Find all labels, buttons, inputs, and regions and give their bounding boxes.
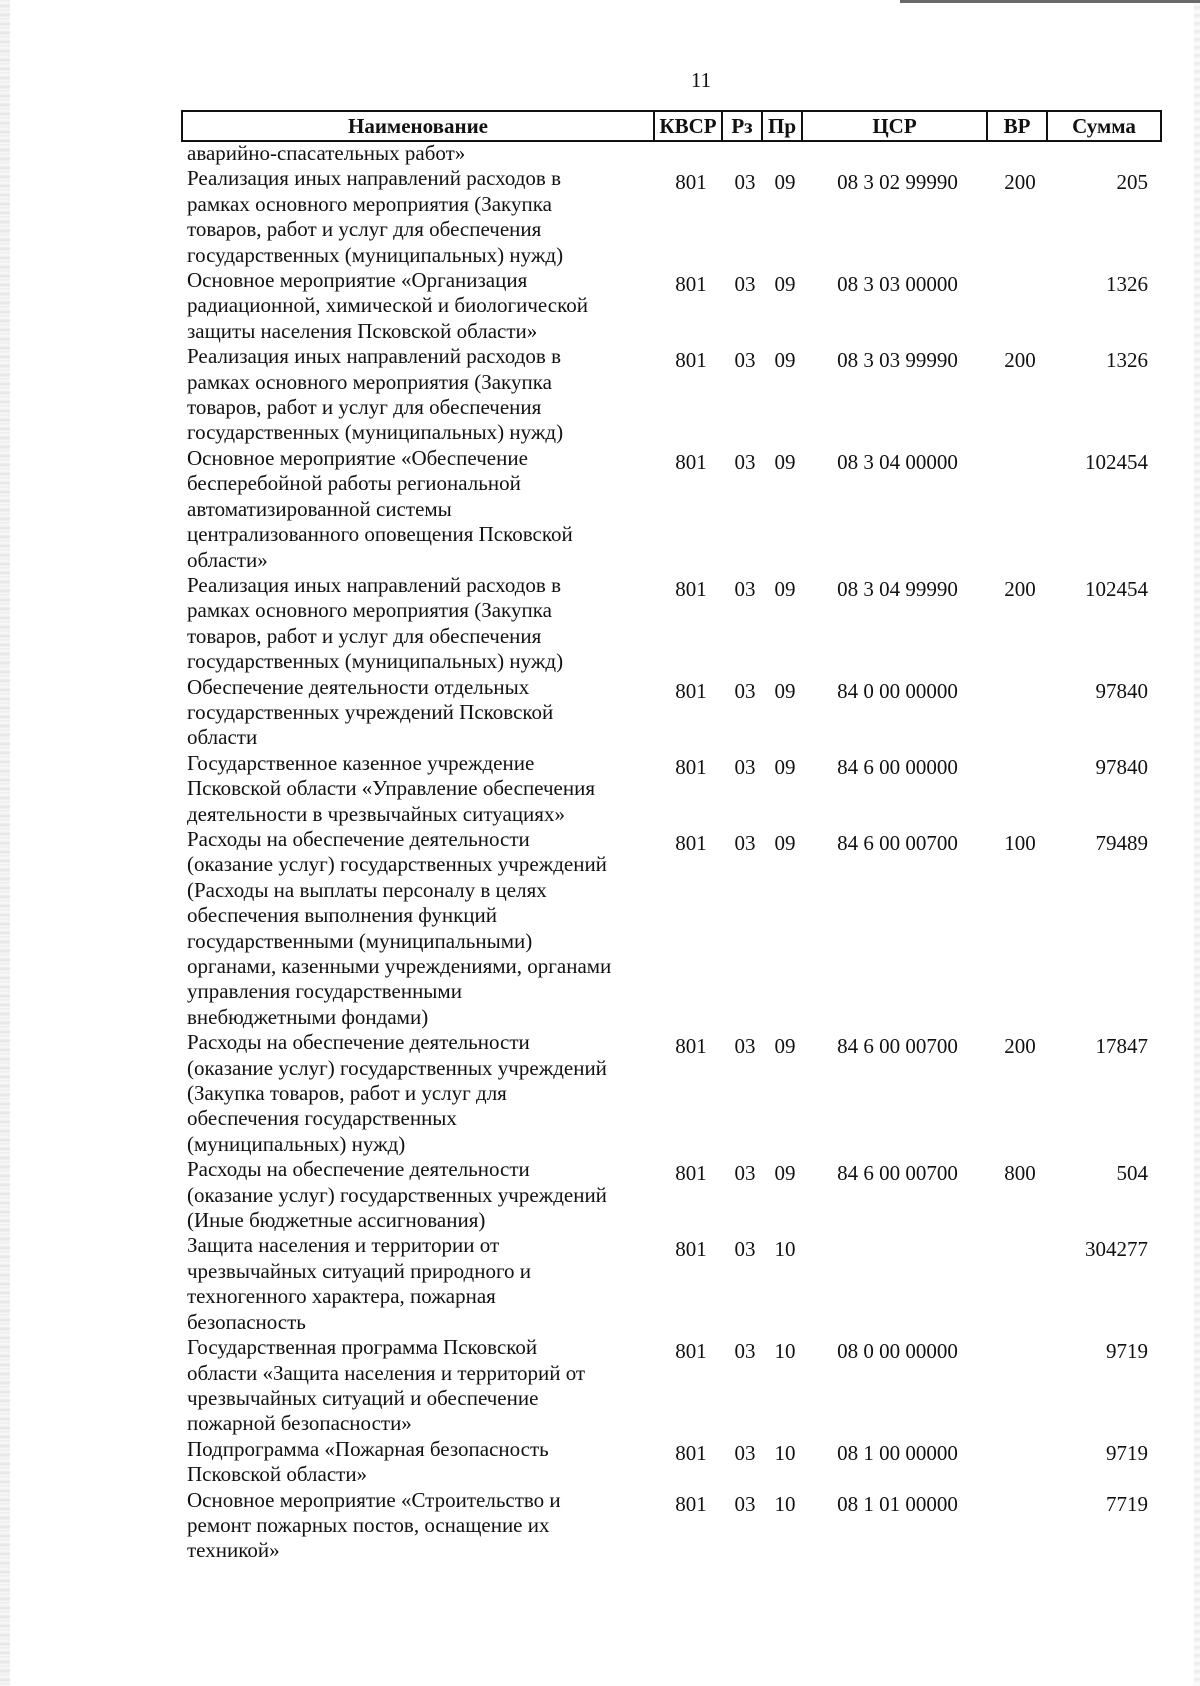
cell-name-line: Расходы на обеспечение деятельности: [187, 1030, 530, 1055]
cell-name: [187, 446, 657, 573]
cell-sum: 79489: [1095, 830, 1148, 855]
cell-rz: 03: [734, 678, 756, 703]
cell-name-line: государственных (муниципальных) нужд): [187, 649, 564, 674]
cell-pr: 09: [774, 170, 796, 195]
table-row: [187, 446, 1162, 573]
cell-vr: [990, 1437, 1050, 1488]
cell-name-line: (Закупка товаров, работ и услуг для: [187, 1081, 507, 1106]
cell-name-line: Обеспечение деятельности отдельных: [187, 674, 530, 699]
cell-rz: 03: [734, 1339, 756, 1364]
cell-kvsr: 801: [675, 1161, 707, 1186]
cell-vr: 200: [1004, 170, 1036, 195]
table-row: [187, 1488, 1162, 1564]
cell-rz: [725, 141, 765, 166]
cell-kvsr: 801: [675, 272, 707, 297]
cell-csr: 84 6 00 00000: [837, 754, 958, 779]
cell-name: [187, 1233, 657, 1335]
cell-csr: 84 6 00 00700: [837, 1161, 958, 1186]
cell-pr: 09: [774, 449, 796, 474]
page-number: 11: [690, 68, 712, 92]
cell-kvsr: 801: [675, 576, 707, 601]
cell-csr: 08 1 00 00000: [837, 1440, 958, 1465]
cell-vr: 800: [1004, 1161, 1036, 1186]
cell-name-line: государственных учреждений Псковской: [187, 699, 554, 724]
cell-sum: 9719: [1106, 1440, 1148, 1465]
cell-rz: 03: [734, 1237, 756, 1262]
cell-name-line: техникой»: [187, 1538, 280, 1563]
cell-pr: 10: [774, 1339, 796, 1364]
cell-name-line: ремонт пожарных постов, оснащение их: [187, 1512, 550, 1537]
cell-rz: 03: [734, 1034, 756, 1059]
cell-name-line: (оказание услуг) государственных учреждений: [187, 1182, 607, 1207]
cell-pr: 09: [774, 1161, 796, 1186]
cell-kvsr: 801: [675, 754, 707, 779]
cell-name-line: Основное мероприятие «Организация: [187, 268, 528, 293]
cell-sum: 9719: [1106, 1339, 1148, 1364]
cell-sum: 97840: [1095, 678, 1148, 703]
cell-name-line: обеспечения государственных: [187, 1106, 457, 1131]
cell-csr: 08 3 03 99990: [837, 348, 958, 373]
cell-rz: 03: [734, 576, 756, 601]
table-row: [187, 1157, 1162, 1233]
cell-name-line: Псковской области «Управление обеспечения: [187, 776, 596, 801]
table-row: [187, 675, 1162, 751]
cell-name-line: техногенного характера, пожарная: [187, 1284, 496, 1309]
cell-name: [187, 141, 657, 166]
scan-edge-left: [0, 0, 10, 1686]
cell-pr: 10: [774, 1237, 796, 1262]
cell-name-line: Основное мероприятие «Строительство и: [187, 1487, 561, 1512]
cell-pr: [765, 141, 805, 166]
cell-name-line: области: [187, 725, 258, 750]
table-header: [181, 110, 1162, 142]
cell-rz: 03: [734, 348, 756, 373]
cell-name-line: (муниципальных) нужд): [187, 1131, 406, 1156]
table-row: [187, 751, 1162, 827]
cell-vr: 200: [1004, 1034, 1036, 1059]
cell-rz: 03: [734, 1491, 756, 1516]
cell-rz: 03: [734, 830, 756, 855]
cell-name-line: Подпрограмма «Пожарная безопасность: [187, 1436, 549, 1461]
table-row: [187, 268, 1162, 344]
cell-name: [187, 268, 657, 344]
cell-vr: [990, 1233, 1050, 1335]
cell-vr: [990, 1335, 1050, 1437]
cell-sum: 97840: [1095, 754, 1148, 779]
cell-name-line: аварийно-спасательных работ»: [187, 141, 466, 165]
cell-sum: 304277: [1085, 1237, 1148, 1262]
cell-csr: [805, 141, 990, 166]
scan-edge-top: [900, 0, 1200, 3]
cell-vr: [990, 446, 1050, 573]
cell-sum: 504: [1116, 1161, 1148, 1186]
table-row: [187, 1335, 1162, 1437]
cell-csr: 84 0 00 00000: [837, 678, 958, 703]
cell-name-line: государственных (муниципальных) нужд): [187, 420, 564, 445]
cell-csr: 08 3 03 00000: [837, 272, 958, 297]
header-pr: Пр: [763, 112, 803, 140]
scan-edge-right: [1194, 0, 1200, 1686]
cell-name-line: автоматизированной системы: [187, 496, 452, 521]
cell-csr: 08 3 04 00000: [837, 449, 958, 474]
cell-name: [187, 1030, 657, 1157]
cell-name: [187, 827, 657, 1030]
header-csr: ЦСР: [803, 112, 988, 140]
table-body: [187, 141, 1162, 1564]
cell-name-line: Псковской области»: [187, 1462, 368, 1487]
cell-name-line: Основное мероприятие «Обеспечение: [187, 445, 528, 470]
cell-pr: 09: [774, 1034, 796, 1059]
table-row: [187, 166, 1162, 268]
cell-sum: 1326: [1106, 348, 1148, 373]
cell-name-line: деятельности в чрезвычайных ситуациях»: [187, 801, 565, 826]
header-sum: Сумма: [1072, 113, 1136, 138]
cell-name: [187, 675, 657, 751]
cell-pr: 10: [774, 1491, 796, 1516]
cell-kvsr: 801: [675, 830, 707, 855]
cell-name: [187, 1335, 657, 1437]
cell-name-line: централизованного оповещения Псковской: [187, 522, 573, 547]
cell-name-line: (Расходы на выплаты персоналу в целях: [187, 877, 547, 902]
cell-kvsr: 801: [675, 1339, 707, 1364]
table-row: [187, 141, 1162, 166]
cell-name-line: государственными (муниципальными): [187, 928, 533, 953]
cell-name-line: органами, казенными учреждениями, органами: [187, 954, 612, 978]
cell-sum: 205: [1116, 170, 1148, 195]
cell-rz: 03: [734, 449, 756, 474]
table-row: [187, 827, 1162, 1030]
cell-name-line: (оказание услуг) государственных учреждений: [187, 852, 607, 877]
cell-csr: 08 1 01 00000: [837, 1491, 958, 1516]
cell-name-line: Реализация иных направлений расходов в: [187, 572, 562, 597]
cell-name: [187, 1157, 657, 1233]
cell-kvsr: [657, 141, 725, 166]
cell-csr: 08 0 00 00000: [837, 1339, 958, 1364]
cell-pr: 10: [774, 1440, 796, 1465]
cell-name-line: товаров, работ и услуг для обеспечения: [187, 217, 542, 242]
cell-sum: 1326: [1106, 272, 1148, 297]
cell-name-line: рамках основного мероприятия (Закупка: [187, 369, 552, 394]
cell-name-line: области «Защита населения и территорий от: [187, 1360, 586, 1385]
cell-name-line: радиационной, химической и биологической: [187, 293, 588, 318]
cell-rz: 03: [734, 1440, 756, 1465]
cell-vr: [990, 751, 1050, 827]
cell-name-line: Реализация иных направлений расходов в: [187, 344, 562, 369]
cell-vr: [990, 1488, 1050, 1564]
cell-name: [187, 573, 657, 675]
header-vr: ВР: [988, 112, 1048, 140]
cell-name-line: Расходы на обеспечение деятельности: [187, 1157, 530, 1182]
cell-kvsr: 801: [675, 348, 707, 373]
cell-csr: 08 3 04 99990: [837, 576, 958, 601]
cell-name-line: (оказание услуг) государственных учреждений: [187, 1055, 607, 1080]
cell-csr: [805, 1233, 990, 1335]
cell-name-line: (Иные бюджетные ассигнования): [187, 1208, 486, 1233]
cell-rz: 03: [734, 170, 756, 195]
table-row: [187, 1030, 1162, 1157]
cell-name-line: товаров, работ и услуг для обеспечения: [187, 623, 542, 648]
table-row: [187, 344, 1162, 446]
cell-kvsr: 801: [675, 170, 707, 195]
cell-csr: 84 6 00 00700: [837, 1034, 958, 1059]
cell-rz: 03: [734, 1161, 756, 1186]
cell-pr: 09: [774, 348, 796, 373]
cell-sum: 17847: [1095, 1034, 1148, 1059]
cell-kvsr: 801: [675, 449, 707, 474]
cell-name-line: товаров, работ и услуг для обеспечения: [187, 395, 542, 420]
cell-name-line: рамках основного мероприятия (Закупка: [187, 598, 552, 623]
cell-name-line: пожарной безопасности»: [187, 1411, 412, 1436]
cell-name-line: Реализация иных направлений расходов в: [187, 166, 562, 191]
cell-sum: 102454: [1085, 576, 1148, 601]
header-rz: Рз: [723, 112, 763, 140]
cell-kvsr: 801: [675, 1491, 707, 1516]
cell-name: [187, 751, 657, 827]
cell-name-line: области»: [187, 547, 268, 572]
cell-vr: [990, 268, 1050, 344]
cell-pr: 09: [774, 678, 796, 703]
cell-name-line: внебюджетными фондами): [187, 1004, 429, 1029]
cell-name-line: государственных (муниципальных) нужд): [187, 242, 564, 267]
cell-csr: 84 6 00 00700: [837, 830, 958, 855]
cell-name-line: бесперебойной работы региональной: [187, 471, 521, 496]
cell-kvsr: 801: [675, 1034, 707, 1059]
cell-vr: [990, 675, 1050, 751]
cell-sum: 7719: [1106, 1491, 1148, 1516]
cell-kvsr: 801: [675, 1440, 707, 1465]
header-kvsr: КВСР: [655, 112, 723, 140]
table-row: [187, 1437, 1162, 1488]
cell-name-line: чрезвычайных ситуаций и обеспечение: [187, 1385, 539, 1410]
cell-vr: 200: [1004, 576, 1036, 601]
cell-kvsr: 801: [675, 1237, 707, 1262]
cell-kvsr: 801: [675, 678, 707, 703]
cell-rz: 03: [734, 754, 756, 779]
header-name: Наименование: [183, 112, 655, 140]
cell-name-line: чрезвычайных ситуаций природного и: [187, 1258, 532, 1283]
cell-sum: 102454: [1085, 449, 1148, 474]
cell-name-line: управления государственными: [187, 979, 462, 1004]
cell-name: [187, 1488, 657, 1564]
cell-pr: 09: [774, 830, 796, 855]
cell-csr: 08 3 02 99990: [837, 170, 958, 195]
cell-name-line: Государственное казенное учреждение: [187, 750, 535, 775]
cell-name-line: обеспечения выполнения функций: [187, 903, 498, 928]
cell-vr: 200: [1004, 348, 1036, 373]
cell-pr: 09: [774, 576, 796, 601]
cell-name: [187, 344, 657, 446]
cell-name-line: Защита населения и территории от: [187, 1233, 500, 1258]
cell-pr: 09: [774, 272, 796, 297]
cell-name-line: Расходы на обеспечение деятельности: [187, 826, 530, 851]
cell-vr: 100: [1004, 830, 1036, 855]
cell-vr: [990, 141, 1050, 166]
table-row: [187, 1233, 1162, 1335]
cell-name-line: безопасность: [187, 1309, 306, 1334]
cell-name: [187, 166, 657, 268]
cell-name-line: Государственная программа Псковской: [187, 1335, 538, 1360]
table-row: [187, 573, 1162, 675]
cell-pr: 09: [774, 754, 796, 779]
cell-rz: 03: [734, 272, 756, 297]
cell-name: [187, 1437, 657, 1488]
cell-name-line: защиты населения Псковской области»: [187, 318, 538, 343]
cell-sum: [1050, 141, 1162, 166]
cell-name-line: рамках основного мероприятия (Закупка: [187, 191, 552, 216]
